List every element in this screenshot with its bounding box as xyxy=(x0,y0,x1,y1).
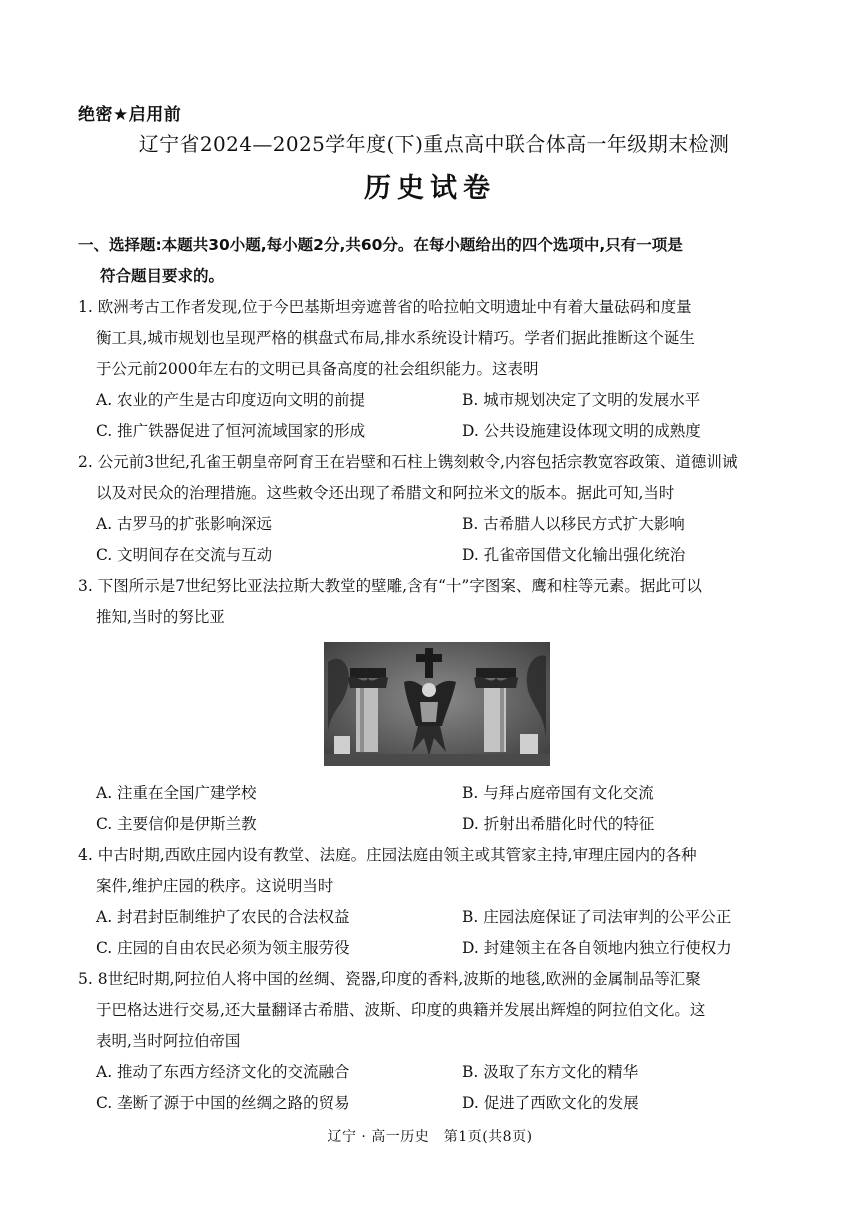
stem-line: 1. 欧洲考古工作者发现,位于今巴基斯坦旁遮普省的哈拉帕文明遗址中有着大量砝码和度量 xyxy=(78,298,692,316)
stem-line: 推知,当时的努比亚 xyxy=(96,608,225,626)
question-stem xyxy=(78,571,790,633)
exam-title: 辽宁省2024—2025学年度(下)重点高中联合体高一年级期末检测 xyxy=(138,132,730,156)
stem-line: 于公元前2000年左右的文明已具备高度的社会组织能力。这表明 xyxy=(96,360,539,378)
stem-line: 以及对民众的治理措施。这些敕令还出现了希腊文和阿拉米文的版本。据此可知,当时 xyxy=(96,484,675,502)
option-b: B. 古希腊人以移民方式扩大影响 xyxy=(462,515,685,533)
option-b: B. 庄园法庭保证了司法审判的公平公正 xyxy=(462,908,732,926)
options xyxy=(78,385,790,447)
option-c: C. 庄园的自由农民必须为领主服劳役 xyxy=(96,939,350,957)
option-d: D. 封建领主在各自领地内独立行使权力 xyxy=(462,939,732,957)
option-d: D. 孔雀帝国借文化输出强化统治 xyxy=(462,546,686,564)
option-d: D. 公共设施建设体现文明的成熟度 xyxy=(462,422,701,440)
question-3 xyxy=(78,571,790,633)
secret-mark: 绝密★启用前 xyxy=(78,105,182,125)
option-d: D. 促进了西欧文化的发展 xyxy=(462,1094,639,1112)
option-c: C. 文明间存在交流与互动 xyxy=(96,546,273,564)
section-instructions-line2: 符合题目要求的。 xyxy=(100,267,225,285)
stem-line: 5. 8世纪时期,阿拉伯人将中国的丝绸、瓷器,印度的香料,波斯的地毯,欧洲的金属制品等汇聚 xyxy=(78,970,701,988)
option-a: A. 推动了东西方经济文化的交流融合 xyxy=(96,1063,350,1081)
stem-line: 衡工具,城市规划也呈现严格的棋盘式布局,排水系统设计精巧。学者们据此推断这个诞生 xyxy=(96,329,695,347)
stem-line: 案件,维护庄园的秩序。这说明当时 xyxy=(96,877,334,895)
option-a: A. 注重在全国广建学校 xyxy=(96,784,257,802)
option-c: C. 主要信仰是伊斯兰教 xyxy=(96,815,257,833)
options xyxy=(78,1057,790,1119)
page-footer: 辽宁 · 高一历史 第1页(共8页) xyxy=(327,1129,533,1145)
option-c: C. 推广铁器促进了恒河流域国家的形成 xyxy=(96,422,366,440)
question-stem xyxy=(78,964,790,1057)
stem-line: 表明,当时阿拉伯帝国 xyxy=(96,1032,241,1050)
question-stem xyxy=(78,840,790,902)
stem-line: 4. 中古时期,西欧庄园内设有教堂、法庭。庄园法庭由领主或其管家主持,审理庄园内的各种 xyxy=(78,846,697,864)
options xyxy=(78,902,790,964)
option-a: A. 古罗马的扩张影响深远 xyxy=(96,515,273,533)
question-stem xyxy=(78,292,790,385)
question-2 xyxy=(78,447,790,571)
stem-line: 3. 下图所示是7世纪努比亚法拉斯大教堂的壁雕,含有“十”字图案、鹰和柱等元素。据此可以 xyxy=(78,577,702,595)
stem-line: 于巴格达进行交易,还大量翻译古希腊、波斯、印度的典籍并发展出辉煌的阿拉伯文化。这 xyxy=(96,1001,706,1019)
subject-title: 历史试卷 xyxy=(364,173,496,204)
question-3-options xyxy=(78,778,790,840)
option-a: A. 农业的产生是古印度迈向文明的前提 xyxy=(96,391,366,409)
section-instructions-line1: 一、选择题:本题共30小题,每小题2分,共60分。在每小题给出的四个选项中,只有一项是 xyxy=(78,236,683,254)
options xyxy=(78,778,790,840)
option-c: C. 垄断了源于中国的丝绸之路的贸易 xyxy=(96,1094,350,1112)
option-b: B. 汲取了东方文化的精华 xyxy=(462,1063,639,1081)
option-a: A. 封君封臣制维护了农民的合法权益 xyxy=(96,908,350,926)
nubian-relief-image xyxy=(324,642,550,766)
option-b: B. 城市规划决定了文明的发展水平 xyxy=(462,391,701,409)
question-1 xyxy=(78,292,790,447)
option-b: B. 与拜占庭帝国有文化交流 xyxy=(462,784,654,802)
options xyxy=(78,509,790,571)
question-4 xyxy=(78,840,790,964)
question-stem xyxy=(78,447,790,509)
stem-line: 2. 公元前3世纪,孔雀王朝皇帝阿育王在岩壁和石柱上镌刻敕令,内容包括宗教宽容政策、道德训诫 xyxy=(78,453,738,471)
relief-illustration xyxy=(324,642,550,766)
option-d: D. 折射出希腊化时代的特征 xyxy=(462,815,655,833)
question-5 xyxy=(78,964,790,1119)
section-instructions xyxy=(78,230,790,292)
